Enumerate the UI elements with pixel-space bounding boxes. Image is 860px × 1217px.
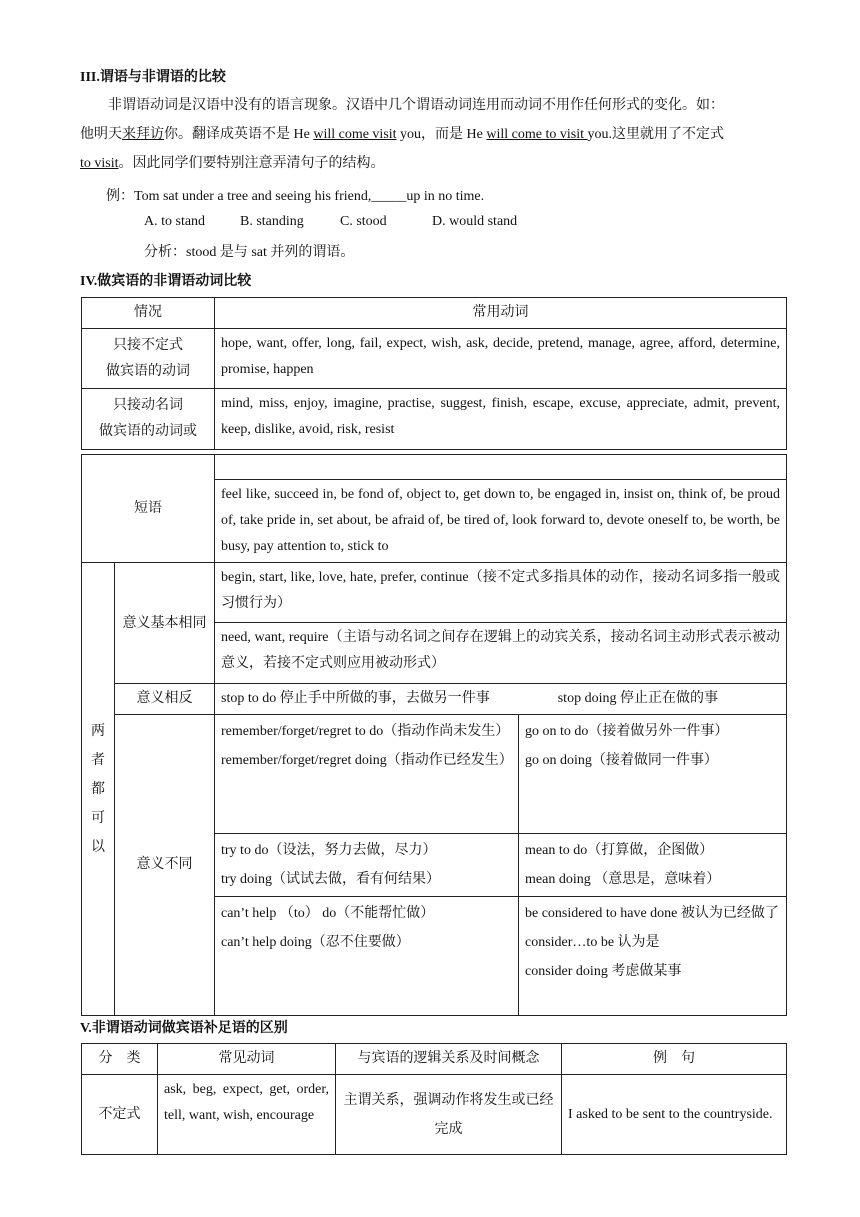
para-line-1: 非谓语动词是汉语中没有的语言现象。汉语中几个谓语动词连用而动词不用作任何形式的变化。如： [108, 98, 724, 113]
row-label-gerund: 只接动名词 做宾语的动词或 [82, 389, 215, 450]
row-common-verbs: ask, beg, expect, get, order, tell, want, wish, encourage [158, 1075, 336, 1155]
section-heading-iv: IV.做宾语的非谓语动词比较 [80, 274, 252, 289]
phrase-label: 短语 [82, 455, 215, 563]
option-c: C. stood [340, 214, 387, 229]
row-example: I asked to be sent to the countryside. [562, 1075, 787, 1155]
diff-cell-mean: mean to do（打算做，企图做） mean doing （意思是，意味着） [519, 834, 787, 897]
example-question: 例：Tom sat under a tree and seeing his friend,_____up in no time. [106, 189, 485, 204]
row-relation: 主谓关系，强调动作将发生或已经完成 [336, 1075, 562, 1155]
header-cell-example: 例 句 [562, 1044, 787, 1075]
option-a: A. to stand [144, 214, 206, 229]
header-cell-situation: 情况 [82, 298, 215, 329]
header-cell-relation: 与宾语的逻辑关系及时间概念 [336, 1044, 562, 1075]
diff-cell-remember: remember/forget/regret to do（指动作尚未发生） remember/forget/regret doing（指动作已经发生） [215, 715, 519, 834]
opposite-meaning-label: 意义相反 [115, 684, 215, 715]
section-iii-paragraph [80, 91, 780, 178]
header-cell-category: 分 类 [82, 1044, 158, 1075]
section-heading-iii: III.谓语与非谓语的比较 [80, 70, 226, 85]
diff-cell-go-on: go on to do（接着做另外一件事） go on doing（接着做同一件事） [519, 715, 787, 834]
para-line-2: 他明天来拜访你。翻译成英语不是 He will come visit you，而是 He will come to visit you.这里就用了不定式 [80, 127, 724, 142]
diff-cell-cant-help: can’t help （to） do（不能帮忙做） can’t help doing（忍不住要做） [215, 897, 519, 1016]
empty-cell [215, 455, 787, 480]
analysis-text: 分析：stood 是与 sat 并列的谓语。 [144, 245, 355, 260]
row-verbs-infinitive: hope, want, offer, long, fail, expect, wish, ask, decide, pretend, manage, agree, afford, determine, promise, happen [215, 329, 787, 389]
object-verbs-table [81, 297, 787, 450]
same-meaning-row-1: begin, start, like, love, hate, prefer, continue（接不定式多指具体的动作，接动名词多指一般或习惯行为） [215, 563, 787, 623]
same-meaning-row-2: need, want, require（主语与动名词之间存在逻辑上的动宾关系，接动名词主动形式表示被动意义，若接不定式则应用被动形式） [215, 623, 787, 684]
opposite-meaning-row: stop to do 停止手中所做的事，去做另一件事 stop doing 停止正在做的事 [215, 684, 787, 715]
header-cell-verbs: 常用动词 [215, 298, 787, 329]
phrase-verbs: feel like, succeed in, be fond of, object to, get down to, be engaged in, insist on, think of, be proud of, take pride in, set about, be afraid of, be tired of, look forward to, devote oneself to, be worth, be busy, pay attention to, stick to [215, 480, 787, 563]
both-possible-label: 两 者 都 可 以 [82, 563, 115, 1016]
row-verbs-gerund: mind, miss, enjoy, imagine, practise, suggest, finish, escape, excuse, appreciate, admit, prevent, keep, dislike, avoid, risk, resist [215, 389, 787, 450]
row-label-infinitive: 只接不定式 做宾语的动词 [82, 329, 215, 389]
header-cell-common-verbs: 常见动词 [158, 1044, 336, 1075]
diff-cell-consider: be considered to have done 被认为已经做了 consider…to be 认为是 consider doing 考虑做某事 [519, 897, 787, 1016]
option-d: D. would stand [432, 214, 518, 229]
both-forms-table [81, 454, 787, 1016]
para-line-3: to visit。因此同学们要特别注意弄清句子的结构。 [80, 156, 385, 171]
different-meaning-label: 意义不同 [115, 715, 215, 1016]
option-b: B. standing [240, 214, 304, 229]
section-heading-v: V.非谓语动词做宾语补足语的区别 [80, 1021, 288, 1036]
same-meaning-label: 意义基本相同 [115, 563, 215, 684]
complement-table [81, 1043, 787, 1155]
diff-cell-try: try to do（设法，努力去做，尽力） try doing（试试去做，看有何结果） [215, 834, 519, 897]
row-category-infinitive: 不定式 [82, 1075, 158, 1155]
